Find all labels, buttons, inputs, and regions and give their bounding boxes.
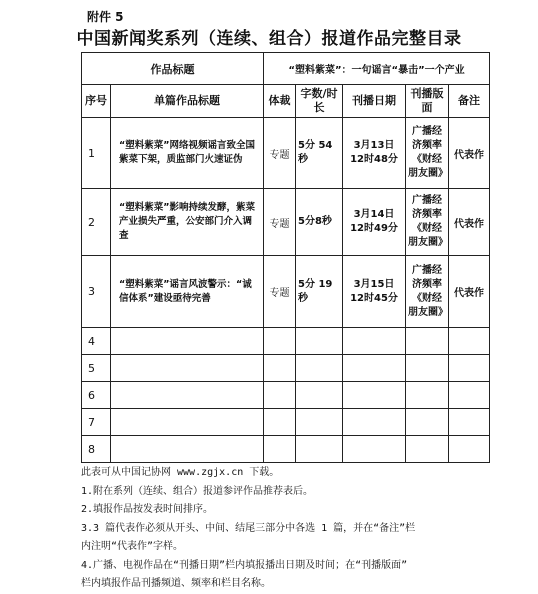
row-number: 6	[82, 382, 111, 409]
row-date	[343, 436, 406, 463]
row-number: 4	[82, 328, 111, 355]
table-row	[82, 256, 490, 328]
row-genre: 专题	[264, 118, 296, 189]
work-title-value: “塑料紫菜”：一句谣言“暴击”一个产业	[264, 53, 490, 85]
row-number: 5	[82, 355, 111, 382]
notes-section	[81, 464, 501, 594]
row-date	[343, 328, 406, 355]
row-remark	[449, 382, 490, 409]
row-number: 3	[82, 256, 111, 328]
row-genre	[264, 409, 296, 436]
row-layout: 广播经济频率《财经朋友圈》	[406, 256, 449, 328]
row-date	[343, 409, 406, 436]
table-row	[82, 355, 490, 382]
note-line: 2.填报作品按发表时间排序。	[81, 504, 214, 515]
row-date	[343, 355, 406, 382]
row-number: 2	[82, 189, 111, 256]
header-item-title: 单篇作品标题	[111, 85, 264, 118]
table-row	[82, 436, 490, 463]
row-remark	[449, 328, 490, 355]
row-genre	[264, 328, 296, 355]
row-length: 5分 54秒	[296, 118, 343, 189]
note-line: 此表可从中国记协网 www.zgjx.cn 下载。	[81, 467, 280, 478]
header-layout: 刊播版面	[406, 85, 449, 118]
note-line: 栏内填报作品刊播频道、频率和栏目名称。	[81, 578, 271, 589]
row-number: 8	[82, 436, 111, 463]
row-item-title: “塑料紫菜”谣言风波警示：“诚信体系”建设亟待完善	[111, 256, 264, 328]
row-length	[296, 409, 343, 436]
row-date	[343, 382, 406, 409]
row-layout	[406, 436, 449, 463]
note-line: 3.3 篇代表作必须从开头、中间、结尾三部分中各选 1 篇，并在“备注”栏	[81, 522, 416, 534]
row-remark: 代表作	[449, 118, 490, 189]
note-line: 内注明“代表作”字样。	[81, 541, 184, 552]
row-date: 3月14日 12时49分	[343, 189, 406, 256]
row-number: 7	[82, 409, 111, 436]
page-title: 中国新闻奖系列（连续、组合）报道作品完整目录	[76, 29, 462, 49]
row-layout	[406, 355, 449, 382]
row-genre	[264, 355, 296, 382]
row-date: 3月15日 12时45分	[343, 256, 406, 328]
table-row	[82, 382, 490, 409]
row-genre	[264, 436, 296, 463]
row-item-title	[111, 436, 264, 463]
row-remark	[449, 409, 490, 436]
row-genre: 专题	[264, 189, 296, 256]
row-layout	[406, 409, 449, 436]
note-line: 1.附在系列（连续、组合）报道参评作品推荐表后。	[81, 485, 314, 497]
table-row	[82, 328, 490, 355]
row-date: 3月13日 12时48分	[343, 118, 406, 189]
row-layout: 广播经济频率《财经朋友圈》	[406, 118, 449, 189]
row-genre	[264, 382, 296, 409]
row-length	[296, 328, 343, 355]
header-remark: 备注	[449, 85, 490, 118]
header-genre: 体裁	[264, 85, 296, 118]
work-title-row	[82, 53, 490, 85]
row-length	[296, 355, 343, 382]
row-genre: 专题	[264, 256, 296, 328]
row-item-title: “塑料紫菜”网络视频谣言致全国紫菜下架，质监部门火速证伪	[111, 118, 264, 189]
attachment-label: 附件 5	[87, 10, 124, 24]
row-length: 5分 19秒	[296, 256, 343, 328]
row-item-title	[111, 409, 264, 436]
table-row	[82, 189, 490, 256]
row-layout: 广播经济频率《财经朋友圈》	[406, 189, 449, 256]
table-row	[82, 118, 490, 189]
row-remark	[449, 436, 490, 463]
row-item-title	[111, 355, 264, 382]
row-remark: 代表作	[449, 256, 490, 328]
note-line: 4.广播、电视作品在“刊播日期”栏内填报播出日期及时间；在“刊播版面”	[81, 559, 408, 571]
row-length	[296, 382, 343, 409]
row-layout	[406, 382, 449, 409]
row-item-title	[111, 328, 264, 355]
row-number: 1	[82, 118, 111, 189]
row-layout	[406, 328, 449, 355]
header-no: 序号	[82, 85, 111, 118]
row-item-title: “塑料紫菜”影响持续发酵，紫菜产业损失严重，公安部门介入调查	[111, 189, 264, 256]
table-row	[82, 409, 490, 436]
row-length: 5分8秒	[296, 189, 343, 256]
row-item-title	[111, 382, 264, 409]
row-length	[296, 436, 343, 463]
work-title-label: 作品标题	[82, 53, 264, 85]
row-remark	[449, 355, 490, 382]
works-catalog-table	[81, 52, 490, 463]
header-date: 刊播日期	[343, 85, 406, 118]
header-row	[82, 85, 490, 118]
header-length: 字数/时长	[296, 85, 343, 118]
row-remark: 代表作	[449, 189, 490, 256]
